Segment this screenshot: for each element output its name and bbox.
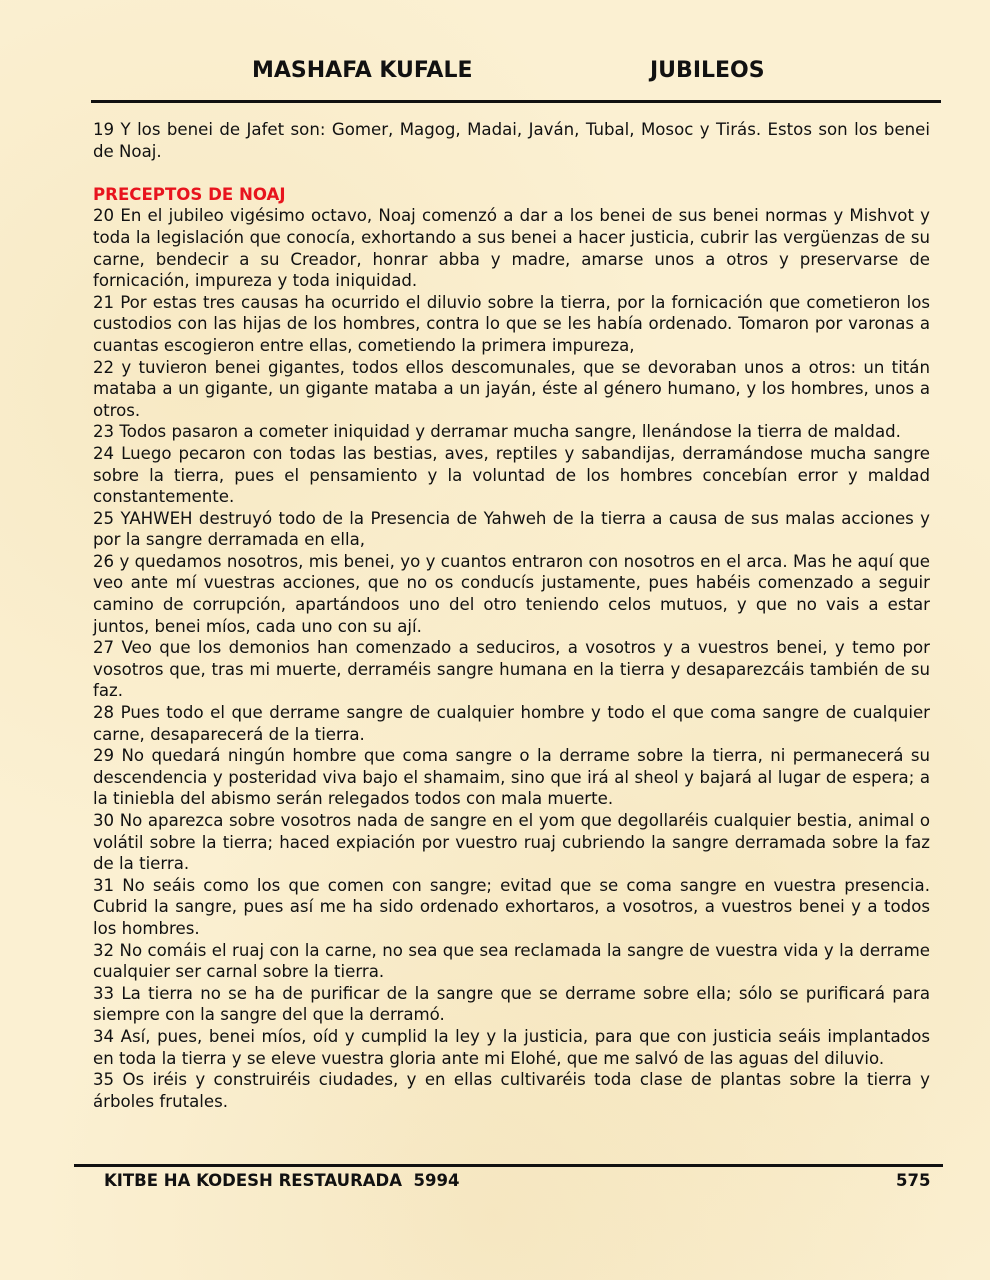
footer-divider [74,1164,943,1167]
verse-27: 27 Veo que los demonios han comenzado a seduciros, a vosotros y a vuestros benei, y temo por vosotros que, tras mi muerte, derraméis sangre humana en la tierra y desaparezcáis también de su faz. [93,638,930,701]
verse-31: 31 No seáis como los que comen con sangre; evitad que se coma sangre en vuestra presencia. Cubrid la sangre, pues así me ha sido ordenado exhortaros, a vosotros, a vuestros benei y a todos los hombres. [93,875,930,938]
header-section-title: JUBILEOS [650,58,765,83]
verse-23: 23 Todos pasaron a cometer iniquidad y derramar mucha sangre, llenándose la tierra de maldad. [93,422,901,442]
verse-29: 29 No quedará ningún hombre que coma sangre o la derrame sobre la tierra, ni permanecerá su descendencia y posteridad viva bajo el shamaim, sino que irá al sheol y bajará al lugar de espera; a la tiniebla del abismo serán relegados todos con mala muerte. [93,746,930,809]
verse-26: 26 y quedamos nosotros, mis benei, yo y cuantos entraron con nosotros en el arca. Mas he aquí que veo ante mí vuestras acciones, que no os conducís justamente, pues habéis comenzado a seguir camino de corrupción, apartándoos uno del otro teniendo celos mutuos, y que no vais a estar juntos, benei míos, cada uno con su ají. [93,551,930,636]
verse-25: 25 YAHWEH destruyó todo de la Presencia de Yahweh de la tierra a causa de sus malas acciones y por la sangre derramada en ella, [93,508,930,550]
footer-publication: KITBE HA KODESH RESTAURADA 5994 [104,1171,460,1190]
verse-21: 21 Por estas tres causas ha ocurrido el diluvio sobre la tierra, por la fornicación que cometieron los custodios con las hijas de los hombres, contra lo que se les había ordenado. Tomaron por varonas a cuantas escogieron entre ellas, cometiendo la primera impureza, [93,292,930,355]
page-header [0,58,990,90]
page-body [93,119,930,1112]
header-divider [91,100,941,103]
verse-24: 24 Luego pecaron con todas las bestias, aves, reptiles y sabandijas, derramándose mucha sangre sobre la tierra, pues el pensamiento y la voluntad de los hombres concebían error y maldad constantemente. [93,443,930,507]
verse-22: 22 y tuvieron benei gigantes, todos ellos descomunales, que se devoraban unos a otros: un titán mataba a un gigante, un gigante mataba a un jayán, éste al género humano, y los hombres, unos a otros. [93,357,930,420]
verse-32: 32 No comáis el ruaj con la carne, no sea que sea reclamada la sangre de vuestra vida y la derrame cualquier ser carnal sobre la tierra. [93,940,930,982]
verse-35: 35 Os iréis y construiréis ciudades, y en ellas cultivaréis toda clase de plantas sobre la tierra y árboles frutales. [93,1070,930,1111]
verse-20: 20 En el jubileo vigésimo octavo, Noaj comenzó a dar a los benei de sus benei normas y Mishvot y toda la legislación que conocía, exhortando a sus benei a hacer justicia, cubrir las vergüenzas de su carne, bendecir a su Creador, honrar abba y madre, amarse unos a otros y preservarse de fornicación, impureza y toda iniquidad. [93,206,930,291]
verse-19: 19 Y los benei de Jafet son: Gomer, Magog, Madai, Javán, Tubal, Mosoc y Tirás. Estos son los benei de Noaj. [93,120,930,161]
verse-33: 33 La tierra no se ha de purificar de la sangre que se derrame sobre ella; sólo se purificará para siempre con la sangre del que la derramó. [93,983,930,1025]
section-heading: PRECEPTOS DE NOAJ [93,184,286,204]
verse-34: 34 Así, pues, benei míos, oíd y cumplid la ley y la justicia, para que con justicia seáis implantados en toda la tierra y se eleve vuestra gloria ante mi Elohé, que me salvó de las aguas del diluvio. [93,1026,930,1068]
verse-30: 30 No aparezca sobre vosotros nada de sangre en el yom que degollaréis cualquier bestia, animal o volátil sobre la tierra; haced expiación por vuestro ruaj cubriendo la sangre derramada sobre la faz de la tierra. [93,811,930,874]
header-book-title: MASHAFA KUFALE [252,58,473,83]
verse-28: 28 Pues todo el que derrame sangre de cualquier hombre y todo el que coma sangre de cualquier carne, desaparecerá de la tierra. [93,703,930,744]
page-number: 575 [896,1171,931,1190]
